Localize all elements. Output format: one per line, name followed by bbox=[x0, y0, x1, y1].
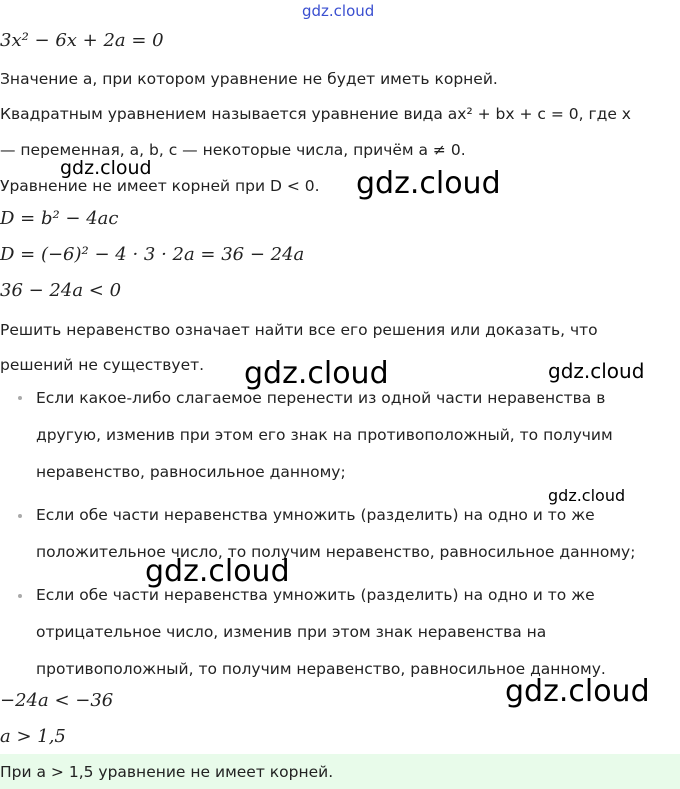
bullet-icon bbox=[18, 594, 22, 598]
watermark: gdz.cloud bbox=[505, 674, 650, 709]
rule-text: Если обе части неравенства умножить (разделить) на одно и то же отрицательное число, изменив при этом знак неравенства на противоположный, то получим неравенство, равносильное данному. bbox=[36, 586, 606, 678]
condition-text: Уравнение не имеет корней при D < 0. bbox=[0, 177, 320, 195]
watermark: gdz.cloud bbox=[356, 166, 501, 201]
definition-line-1: Квадратным уравнением называется уравнение вида ax² + bx + c = 0, где x bbox=[0, 105, 631, 123]
discriminant-formula: D = b² − 4ac bbox=[0, 208, 119, 229]
watermark-top: gdz.cloud bbox=[302, 2, 375, 20]
inequality-3: a > 1,5 bbox=[0, 726, 66, 747]
bullet-icon bbox=[18, 514, 22, 518]
answer-text: При a > 1,5 уравнение не имеет корней. bbox=[0, 763, 334, 781]
rule-text: Если обе части неравенства умножить (разделить) на одно и то же положительное число, то получим неравенство, равносильное данному; bbox=[36, 506, 636, 561]
inequality-2: −24a < −36 bbox=[0, 690, 114, 711]
solve-definition: Решить неравенство означает найти все его решения или доказать, что решений не существует. bbox=[0, 321, 598, 374]
watermark: gdz.cloud bbox=[145, 554, 290, 589]
discriminant-calculation: D = (−6)² − 4 · 3 · 2a = 36 − 24a bbox=[0, 244, 305, 265]
answer-box bbox=[0, 754, 680, 789]
watermark: gdz.cloud bbox=[548, 359, 645, 383]
equation: 3x² − 6x + 2a = 0 bbox=[0, 30, 164, 51]
watermark: gdz.cloud bbox=[548, 486, 626, 505]
watermark: gdz.cloud bbox=[244, 356, 389, 391]
definition-line-2: — переменная, a, b, c — некоторые числа, причём a ≠ 0. bbox=[0, 141, 466, 159]
inequality-1: 36 − 24a < 0 bbox=[0, 280, 122, 301]
task-text: Значение a, при котором уравнение не будет иметь корней. bbox=[0, 70, 498, 88]
bullet-icon bbox=[18, 396, 22, 400]
watermark: gdz.cloud bbox=[60, 157, 152, 179]
rule-text: Если какое-либо слагаемое перенести из одной части неравенства в другую, изменив при этом его знак на противоположный, то получим неравенство, равносильное данному; bbox=[36, 389, 613, 481]
